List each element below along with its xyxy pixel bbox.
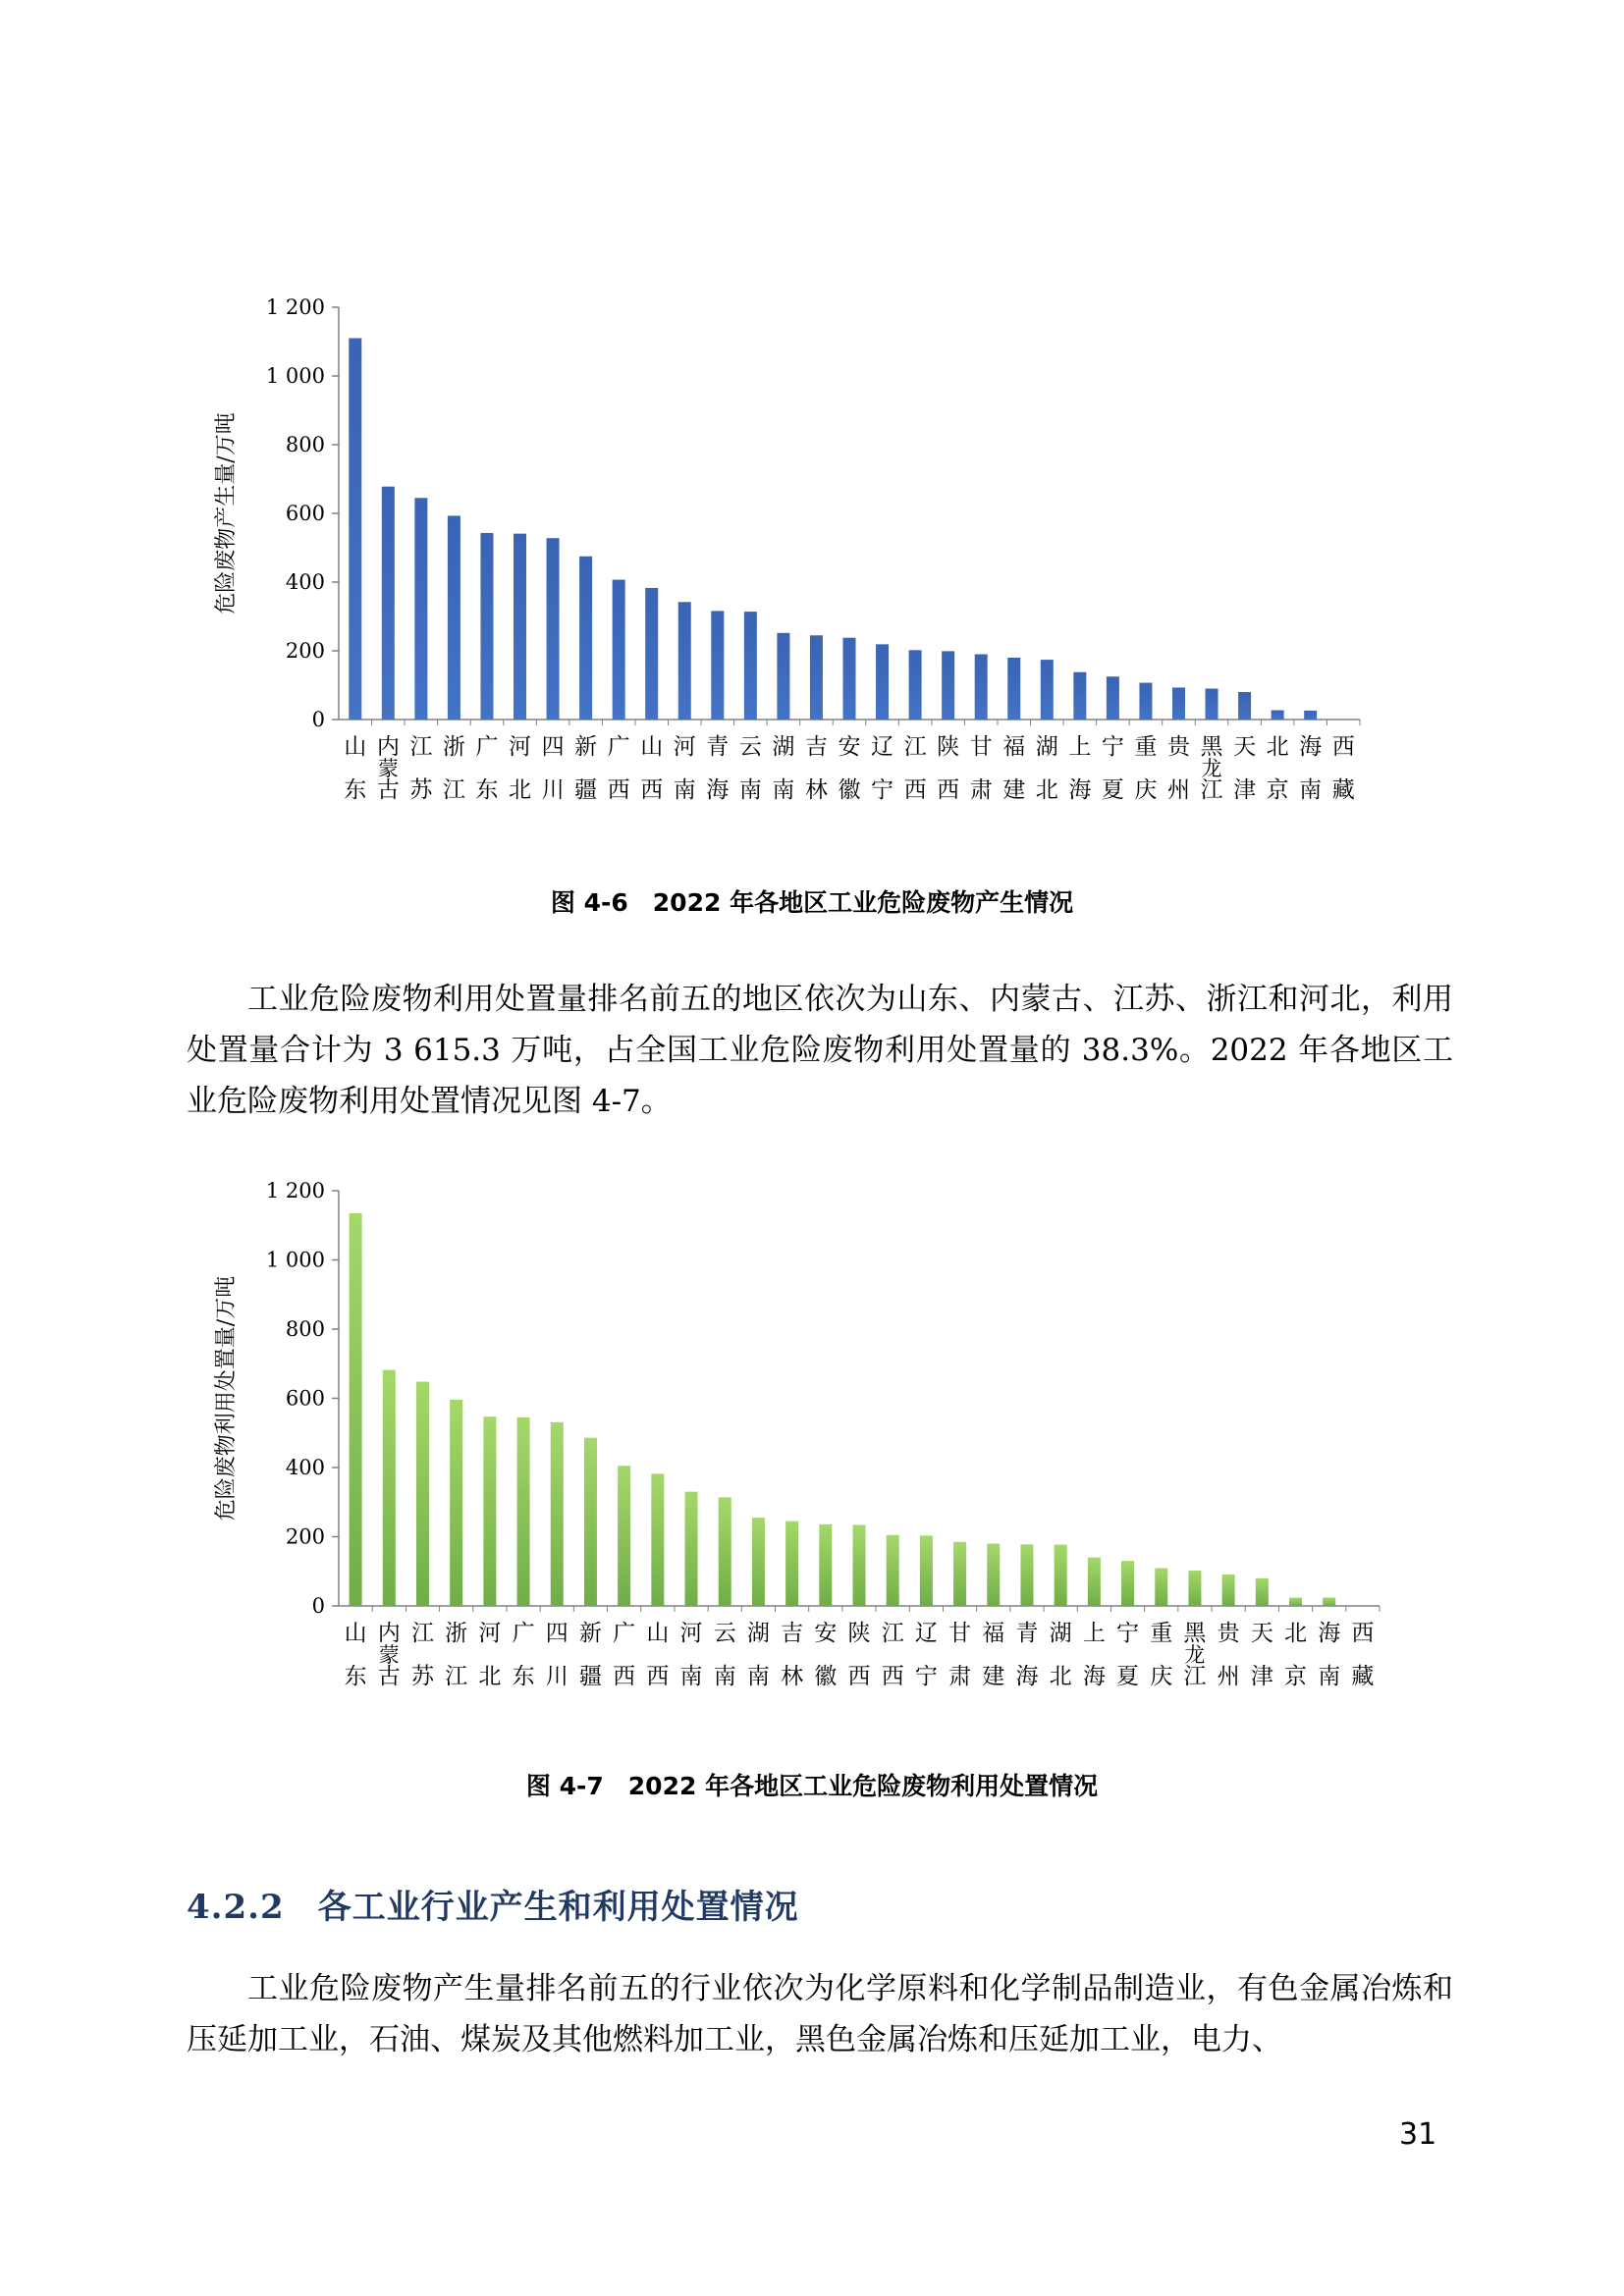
y-tick-label: 1 200 [265,1179,325,1202]
bar-山西 [651,1473,664,1606]
category-label-江苏: 江苏 [409,734,433,803]
bar-海南 [1304,711,1317,720]
category-label-贵州: 贵州 [1217,1621,1240,1689]
bar-安徽 [843,638,856,720]
category-label-贵州: 贵州 [1166,734,1190,803]
category-label-西藏: 西藏 [1351,1621,1375,1689]
chart-hazardous-waste-utilization [0,1173,1624,1728]
category-label-云南: 云南 [738,734,762,803]
category-label-河北: 河北 [509,734,532,803]
category-label-海南: 海南 [1318,1621,1341,1689]
y-tick-label: 400 [285,570,325,594]
bar-吉林 [810,635,823,720]
category-label-宁夏: 宁夏 [1116,1621,1140,1689]
bar-甘肃 [975,655,988,721]
category-label-浙江: 浙江 [445,1621,468,1689]
bar-新疆 [579,557,592,720]
bar-陕西 [853,1525,866,1606]
category-label-上海: 上海 [1082,1621,1106,1689]
chart-1-svg [0,290,1624,839]
bar-四川 [547,538,560,720]
bar-广西 [618,1466,630,1606]
figure-4-6-caption: 图 4-6 2022 年各地区工业危险废物产生情况 [550,888,1074,917]
category-label-甘肃: 甘肃 [969,734,993,803]
category-label-黑龙江: 黑龙江 [1183,1621,1207,1689]
category-label-北京: 北京 [1266,734,1289,803]
bar-宁夏 [1107,676,1119,720]
y-tick-label: 400 [285,1456,325,1479]
category-label-云南: 云南 [713,1621,736,1689]
bar-湖北 [1041,660,1054,720]
chart-2-svg [0,1173,1624,1728]
category-label-湖南: 湖南 [746,1621,770,1689]
y-axis-title: 危险废物利用处置量/万吨 [214,1275,239,1522]
section-number: 4.2.2 [187,1888,285,1927]
chart-hazardous-waste-generation [0,290,1624,839]
paragraph-utilization-ranking [187,974,1453,1127]
bar-贵州 [1222,1575,1235,1606]
bar-北京 [1289,1598,1302,1606]
y-tick-label: 800 [285,433,325,456]
bar-广东 [517,1417,530,1606]
category-label-青海: 青海 [1015,1621,1039,1689]
category-label-黑龙江: 黑龙江 [1200,734,1223,803]
bar-四川 [551,1422,564,1606]
bar-贵州 [1172,687,1185,720]
category-label-吉林: 吉林 [781,1621,804,1689]
category-label-甘肃: 甘肃 [948,1621,972,1689]
category-label-江西: 江西 [881,1621,904,1689]
category-label-青海: 青海 [706,734,730,803]
bar-江西 [887,1535,899,1606]
bar-新疆 [584,1438,597,1606]
category-label-辽宁: 辽宁 [871,734,894,803]
bar-河北 [514,534,526,720]
category-label-湖南: 湖南 [772,734,795,803]
bar-黑龙江 [1206,689,1218,721]
category-label-广东: 广东 [512,1621,535,1689]
category-label-江西: 江西 [903,734,927,803]
bar-广西 [613,580,625,720]
y-tick-label: 1 000 [265,1248,325,1272]
y-tick-label: 0 [311,708,325,731]
paragraph-1-text: 工业危险废物利用处置量排名前五的地区依次为山东、内蒙古、江苏、浙江和河北，利用处置量合计为 3 615.3 万吨，占全国工业危险废物利用处置量的 38.3%。2022 年各地区工业危险废物利用处置情况见图 4-7。 [187,982,1453,1119]
category-label-安徽: 安徽 [838,734,861,803]
category-label-浙江: 浙江 [442,734,465,803]
bar-山东 [350,1213,362,1606]
y-axis-title: 危险废物产生量/万吨 [214,412,239,614]
bar-北京 [1272,711,1284,720]
bar-宁夏 [1121,1561,1134,1606]
y-tick-label: 600 [285,1386,325,1411]
category-label-重庆: 重庆 [1150,1621,1173,1689]
category-label-山东: 山东 [344,734,367,803]
category-label-广西: 广西 [607,734,630,803]
category-label-四川: 四川 [541,734,565,803]
category-label-河南: 河南 [673,734,696,803]
category-label-四川: 四川 [545,1621,568,1689]
bar-内蒙古 [383,1370,396,1606]
category-label-内蒙古: 内蒙古 [376,734,400,803]
bar-江苏 [414,498,427,720]
y-tick-label: 1 000 [265,364,325,388]
category-label-天津: 天津 [1250,1621,1273,1689]
bar-浙江 [450,1400,462,1606]
section-heading [187,1880,799,1928]
category-label-河北: 河北 [478,1621,502,1689]
category-label-山东: 山东 [344,1621,367,1689]
category-label-西藏: 西藏 [1331,734,1355,803]
category-label-福建: 福建 [982,1621,1005,1689]
bar-湖南 [752,1518,765,1606]
bar-浙江 [448,515,460,720]
category-label-内蒙古: 内蒙古 [377,1621,401,1689]
bar-河南 [678,602,691,720]
category-label-陕西: 陕西 [937,734,960,803]
paragraph-2-text: 工业危险废物产生量排名前五的行业依次为化学原料和化学制品制造业，有色金属冶炼和压延加工业，石油、煤炭及其他燃料加工业，黑色金属冶炼和压延加工业，电力、 [187,1971,1453,2057]
bar-上海 [1088,1558,1101,1606]
bar-重庆 [1139,683,1152,720]
category-label-河南: 河南 [679,1621,703,1689]
bar-青海 [1020,1544,1033,1606]
bar-湖南 [777,633,789,720]
bar-江苏 [416,1382,429,1606]
category-label-广东: 广东 [475,734,499,803]
bar-河南 [685,1492,698,1606]
bar-湖北 [1055,1545,1067,1606]
bar-天津 [1256,1578,1269,1606]
figure-4-7-caption: 图 4-7 2022 年各地区工业危险废物利用处置情况 [525,1772,1099,1800]
category-label-广西: 广西 [613,1621,636,1689]
category-label-海南: 海南 [1299,734,1323,803]
bar-河北 [483,1416,496,1606]
bar-陕西 [942,651,954,720]
category-label-山西: 山西 [646,1621,670,1689]
category-label-福建: 福建 [1002,734,1026,803]
paragraph-industry-ranking [187,1963,1453,2065]
category-label-新疆: 新疆 [574,734,598,803]
category-label-江苏: 江苏 [410,1621,434,1689]
bar-上海 [1073,672,1086,720]
y-tick-label: 1 200 [265,295,325,319]
bar-青海 [711,611,724,720]
bar-辽宁 [920,1535,933,1606]
bar-海南 [1323,1598,1335,1606]
bar-吉林 [785,1522,798,1606]
y-tick-label: 0 [311,1594,325,1618]
category-label-天津: 天津 [1233,734,1257,803]
bar-内蒙古 [382,487,395,720]
category-label-北京: 北京 [1284,1621,1308,1689]
bar-辽宁 [876,644,889,720]
bar-福建 [1007,658,1020,720]
category-label-重庆: 重庆 [1134,734,1158,803]
category-label-上海: 上海 [1068,734,1092,803]
bar-甘肃 [953,1542,966,1606]
page-number: 31 [1399,2117,1437,2152]
bar-福建 [987,1544,1000,1606]
bar-天津 [1238,692,1251,720]
y-tick-label: 200 [285,1524,325,1549]
category-label-辽宁: 辽宁 [914,1621,938,1689]
category-label-吉林: 吉林 [804,734,828,803]
bar-安徽 [819,1524,832,1606]
bar-山西 [645,588,658,720]
bar-山东 [349,339,361,721]
y-tick-label: 800 [285,1317,325,1341]
category-label-湖北: 湖北 [1035,734,1058,803]
section-title: 各工业行业产生和利用处置情况 [317,1888,799,1927]
bar-广东 [480,533,493,720]
category-label-安徽: 安徽 [814,1621,838,1689]
category-label-山西: 山西 [640,734,664,803]
category-label-陕西: 陕西 [847,1621,871,1689]
bar-江西 [909,650,922,720]
y-tick-label: 200 [285,639,325,663]
y-tick-label: 600 [285,502,325,525]
bar-云南 [744,612,757,720]
category-label-新疆: 新疆 [578,1621,602,1689]
bar-云南 [719,1497,731,1606]
bar-黑龙江 [1188,1571,1201,1606]
category-label-宁夏: 宁夏 [1101,734,1124,803]
category-label-湖北: 湖北 [1049,1621,1072,1689]
bar-重庆 [1155,1569,1167,1606]
